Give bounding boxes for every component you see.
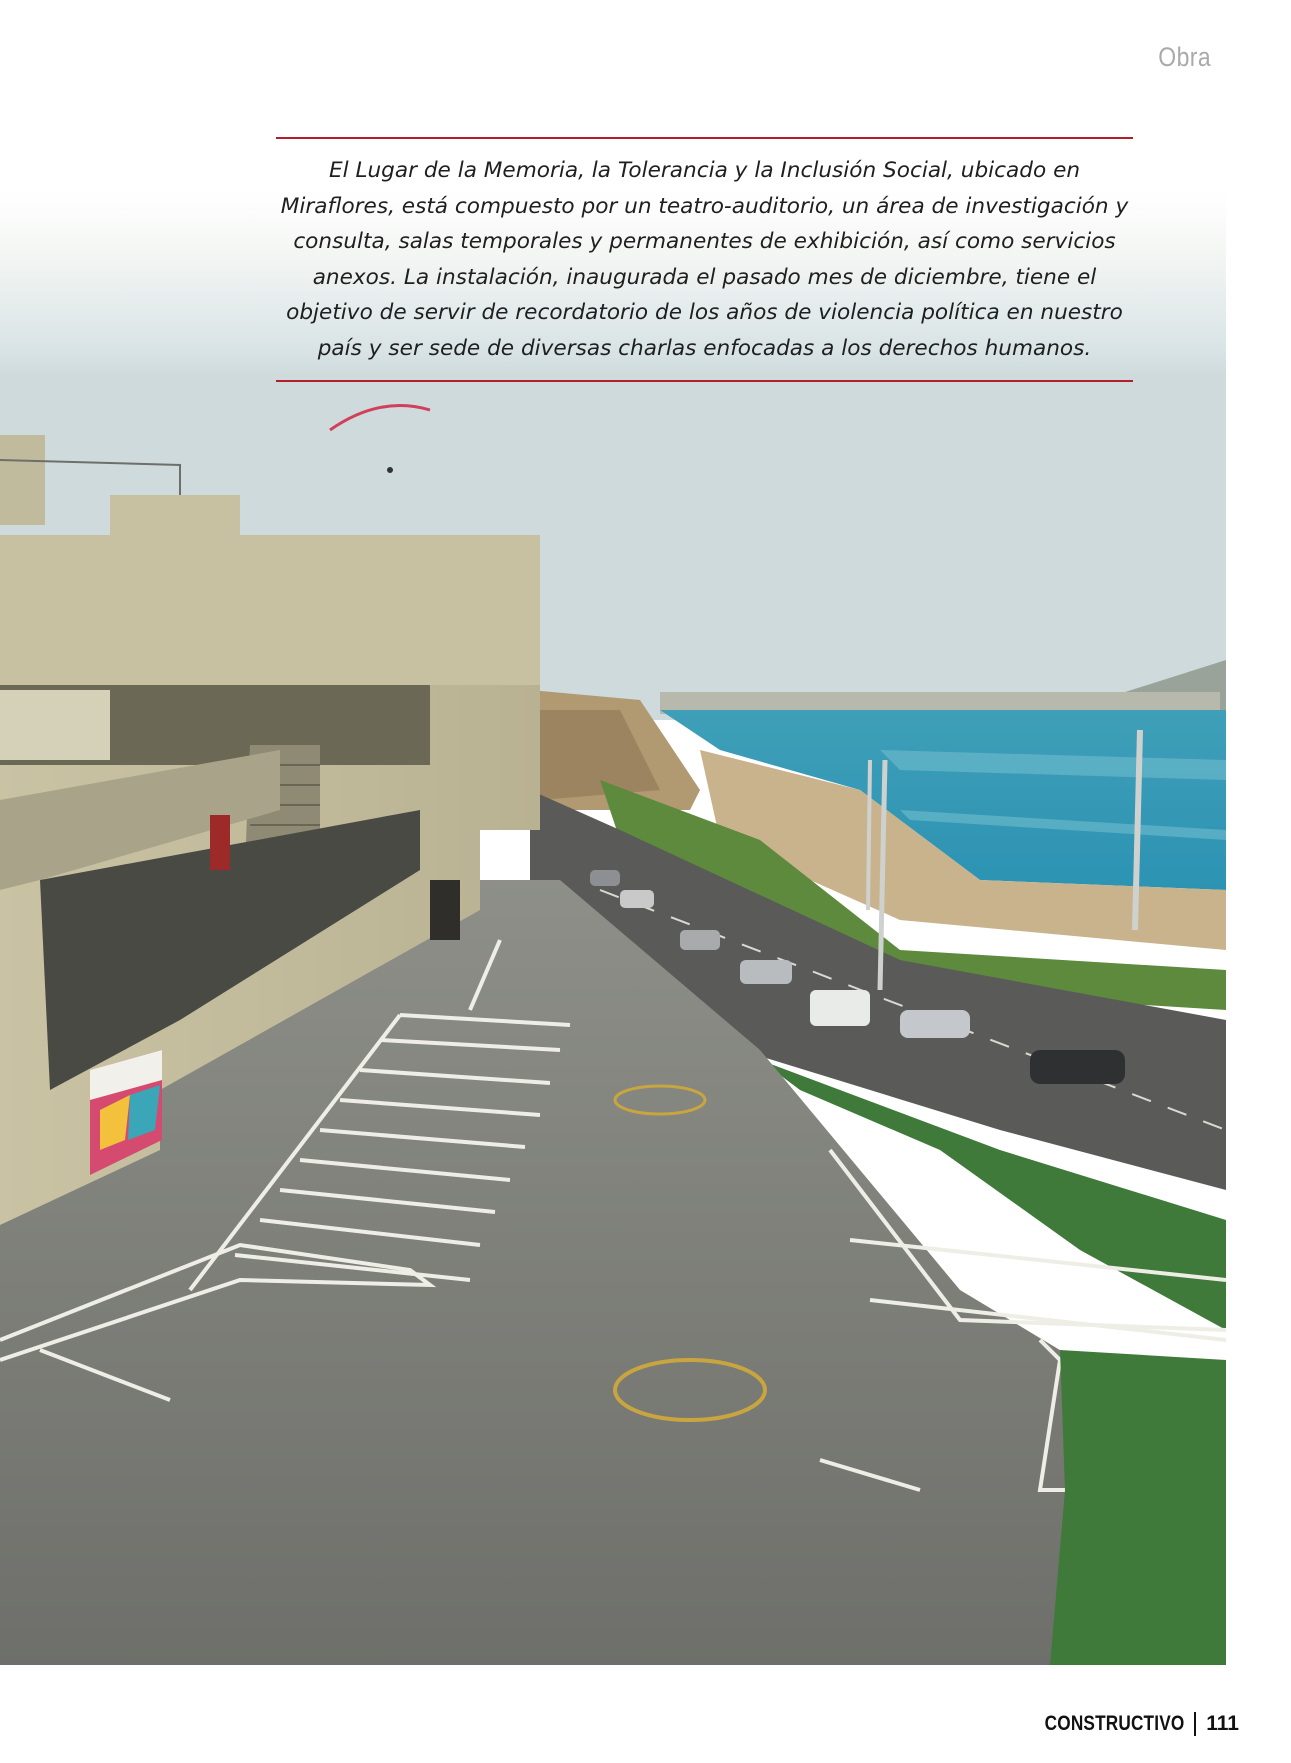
article-photo	[0, 190, 1226, 1665]
section-label: Obra	[1158, 42, 1211, 72]
magazine-name: CONSTRUCTIVO	[1044, 1712, 1185, 1735]
intro-text: El Lugar de la Memoria, la Tolerancia y la Inclusión Social, ubicado en Miraflores, está compuesto por un teatro-auditorio, un área de investigación y consulta, salas temporales y permanentes de exhibición, así como servicios anexos. La instalación, inaugurada el pasado mes de diciembre, tiene el objetivo de servir de recordatorio de los años de violencia política en nuestro país y ser sede de diversas charlas enfocadas a los derechos humanos.	[280, 158, 1129, 361]
photo-illustration	[0, 190, 1226, 1665]
page-footer	[1014, 1712, 1239, 1736]
intro-callout	[276, 137, 1133, 382]
page-number: 111	[1206, 1712, 1239, 1735]
footer-divider	[1194, 1712, 1196, 1736]
